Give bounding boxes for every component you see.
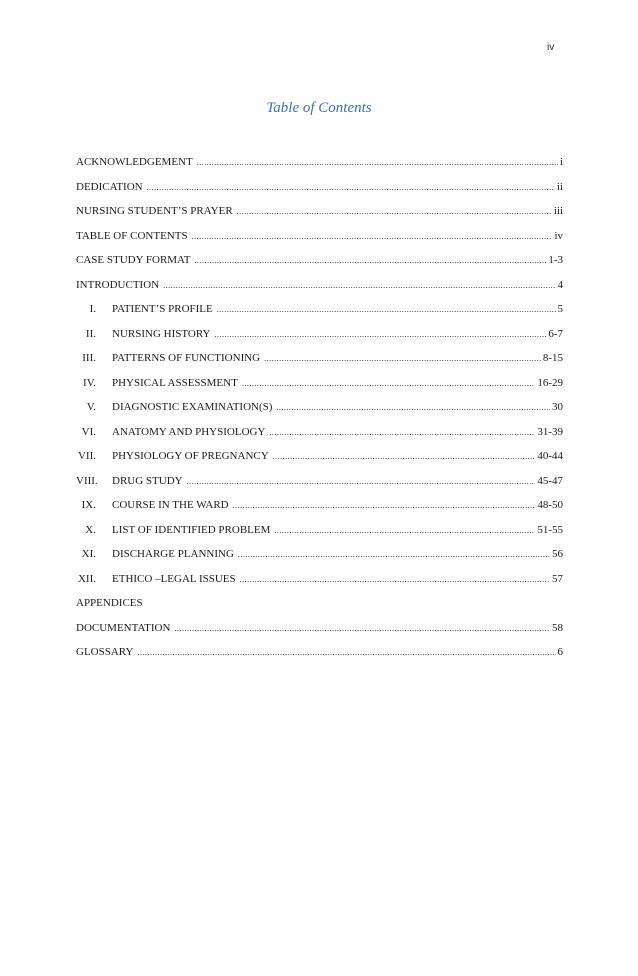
toc-entry-number: III. (82, 352, 96, 364)
toc-entry (76, 499, 563, 524)
toc-entry-number: VII. (77, 450, 96, 462)
toc-dot-leader (197, 158, 558, 167)
toc-entry-page: iv (554, 229, 563, 242)
toc-entry-page: iii (553, 205, 563, 217)
toc-entry-page: 58 (552, 621, 563, 634)
toc-entry-page: 6 (557, 646, 563, 658)
toc-dot-leader (269, 428, 535, 437)
toc-entry (76, 377, 563, 402)
toc-dot-leader (242, 379, 536, 388)
toc-entry-number: VIII. (76, 474, 98, 487)
toc-entry-label: DEDICATION (76, 180, 143, 193)
toc-entry-label: NURSING HISTORY (112, 327, 211, 340)
toc-dot-leader (240, 575, 550, 584)
toc-entry-page: i (559, 156, 563, 168)
toc-entry-page: 16-29 (537, 376, 563, 389)
toc-dot-leader (187, 477, 536, 486)
toc-entry-number: XII. (77, 572, 96, 585)
toc-entry-label: DOCUMENTATION (76, 621, 171, 634)
toc-entry-page: 56 (552, 548, 563, 560)
toc-dot-leader (264, 354, 541, 363)
toc-entry (76, 230, 563, 255)
toc-entry (76, 352, 563, 377)
toc-entry (76, 205, 563, 230)
toc-entry (76, 426, 563, 451)
toc-dot-leader (174, 624, 550, 633)
toc-entry (76, 401, 563, 426)
toc-entry-page: 8-15 (542, 352, 563, 364)
toc-entry (76, 646, 563, 671)
toc-entry (76, 181, 563, 206)
toc-entry-page: 45-47 (537, 474, 563, 487)
toc-entry-label: GLOSSARY (76, 646, 134, 658)
toc-dot-leader (192, 232, 553, 241)
toc-entry-label: ACKNOWLEDGEMENT (76, 156, 193, 168)
toc-entry-label: ANATOMY AND PHYSIOLOGY (112, 425, 266, 438)
toc-dot-leader (276, 403, 550, 412)
toc-entry-page: ii (556, 180, 563, 193)
toc-entry-number: VI. (81, 425, 96, 438)
toc-entry (76, 156, 563, 181)
toc-entry (76, 279, 563, 304)
toc-entry-label: TABLE OF CONTENTS (76, 229, 188, 242)
toc-entry-page: 5 (557, 303, 563, 315)
toc-entry-page: 6-7 (548, 327, 563, 340)
toc-entry-label: ETHICO –LEGAL ISSUES (112, 572, 236, 585)
toc-entry (76, 303, 563, 328)
toc-entry-label: INTRODUCTION (76, 278, 160, 291)
toc-entry-number: II. (85, 327, 96, 340)
toc-entry-page: 1-3 (548, 254, 563, 266)
toc-entry-label: PATIENT’S PROFILE (112, 303, 213, 315)
toc-entry-label: LIST OF IDENTIFIED PROBLEM (112, 523, 271, 536)
toc-entry (76, 328, 563, 353)
toc-entry-page: 40-44 (537, 450, 563, 462)
toc-entry (76, 597, 563, 622)
toc-entry-page: 57 (552, 572, 563, 585)
toc-dot-leader (195, 256, 547, 265)
toc-dot-leader (163, 281, 555, 290)
toc-dot-leader (215, 330, 547, 339)
toc-entry (76, 254, 563, 279)
toc-entry-page: 31-39 (537, 425, 563, 438)
toc-entry-page: 48-50 (537, 499, 563, 511)
toc-dot-leader (233, 501, 536, 510)
toc-dot-leader (137, 648, 555, 657)
toc-entry-label: NURSING STUDENT’S PRAYER (76, 205, 233, 217)
toc-entry (76, 573, 563, 598)
toc-entry-number: IX. (81, 499, 96, 511)
toc-entry-label: PATTERNS OF FUNCTIONING (112, 352, 261, 364)
toc-dot-leader (237, 207, 552, 216)
toc-entry-number: I. (89, 303, 96, 315)
toc-entry-label: CASE STUDY FORMAT (76, 254, 191, 266)
toc-entry-number: IV. (83, 376, 96, 389)
toc-entry-label: PHYSIOLOGY OF PREGNANCY (112, 450, 269, 462)
toc-entry-page: 51-55 (537, 523, 563, 536)
toc-entry-page: 30 (552, 401, 563, 413)
toc-entry-label: COURSE IN THE WARD (112, 499, 229, 511)
toc-dot-leader (217, 305, 556, 314)
page-title: Table of Contents (266, 100, 372, 116)
page-number: iv (547, 42, 555, 53)
toc-entry-label: DRUG STUDY (112, 474, 183, 487)
toc-dot-leader (273, 452, 536, 461)
toc-entry-label: DISCHARGE PLANNING (112, 548, 234, 560)
toc-entry-label: APPENDICES (76, 597, 143, 609)
toc-entry-label: PHYSICAL ASSESSMENT (112, 376, 238, 389)
toc-entry (76, 524, 563, 549)
table-of-contents (76, 156, 563, 671)
toc-entry-number: V. (86, 401, 96, 413)
toc-entry (76, 622, 563, 647)
toc-entry-number: XI. (81, 548, 96, 560)
toc-dot-leader (274, 526, 535, 535)
toc-entry-label: DIAGNOSTIC EXAMINATION(S) (112, 401, 273, 413)
toc-entry (76, 450, 563, 475)
toc-dot-leader (238, 550, 550, 559)
toc-dot-leader (147, 183, 555, 192)
toc-entry (76, 548, 563, 573)
toc-entry (76, 475, 563, 500)
toc-entry-page: 4 (557, 278, 563, 291)
toc-entry-number: X. (85, 523, 96, 536)
